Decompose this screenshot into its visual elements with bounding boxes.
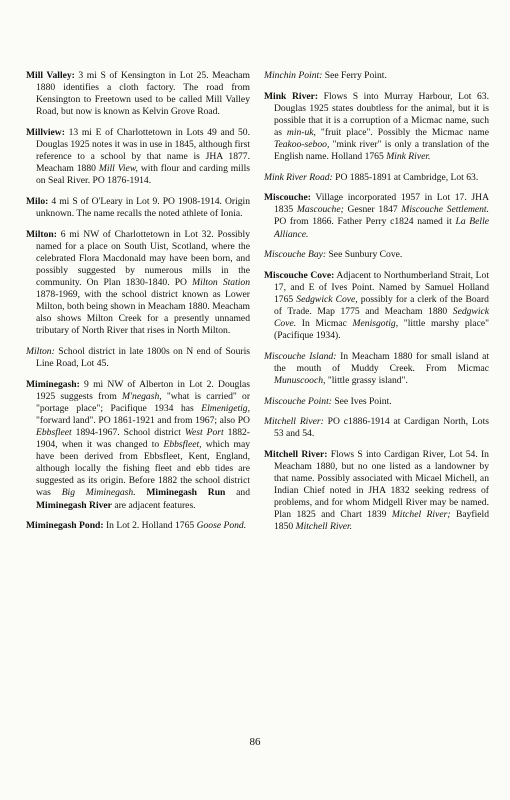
entry-text: with flour and carding mills on Seal River. PO 1876-1914.: [36, 163, 250, 187]
entry-text: See Sunbury Cove.: [326, 249, 403, 261]
entry-headword: Milton:: [26, 345, 55, 357]
entry-headword: Miscouche:: [264, 192, 311, 204]
italic-name: Goose Pond.: [196, 520, 247, 532]
italic-name: Mink River.: [386, 151, 431, 163]
italic-name: West Port: [184, 426, 224, 438]
italic-name: La Belle Alliance.: [274, 216, 489, 240]
entry-headword: Milo:: [26, 195, 49, 207]
entry-headword: Miminegash Pond:: [26, 520, 104, 532]
entry-text: In Micmac: [296, 318, 353, 330]
entry-text: 1878-1969, with the school district known as Lower Milton, both being shown in Meacham 1880. Meacham also shows Milton Creek for a presently unnamed tributary of North River that rises in North Milton.: [36, 289, 250, 337]
entry-mink-river: [264, 91, 489, 164]
entry-text: See Ferry Point.: [322, 70, 387, 81]
entry-millview: [26, 127, 250, 187]
entry-headword: Miscouche Bay:: [264, 249, 327, 261]
entry-headword: Minchin Point:: [264, 70, 323, 81]
entry-text: "little grassy island".: [325, 374, 408, 386]
entry-text: Gesner 1847: [343, 204, 402, 216]
entry-miminegash-pond: [26, 520, 250, 532]
entry-text: In Meacham 1880 for small island at the mouth of Muddy Creek. From Micmac: [274, 350, 489, 374]
entry-text: School district in late 1800s on N end of Souris Line Road, Lot 45.: [36, 345, 250, 369]
entry-headword: Mink River:: [264, 90, 319, 102]
italic-name: Mitchel River;: [391, 509, 451, 521]
italic-name: min-uk,: [286, 126, 316, 138]
entry-text: and: [225, 487, 250, 499]
italic-name: Elmenigetig,: [201, 402, 250, 414]
entry-minchin-point: [264, 70, 489, 82]
right-column: [264, 70, 489, 542]
entry-text: "mink river" is only a translation of the English name. Holland 1765: [274, 138, 489, 163]
entry-headword: Milton:: [26, 228, 57, 240]
entry-miscouche-bay: [264, 249, 489, 261]
entry-text: 6 mi NW of Charlottetown in Lot 32. Possibly named for a place on South Uist, Scotland, where the celebrated Flora Macdonald may have been born, and possibly suggested by numerous mills in the community. On Plan 1830-1840. PO: [36, 228, 250, 288]
entry-text: Adjacent to Northumberland Strait, Lot 17, and E of Ives Point. Named by Samuel Holland 1765: [274, 269, 489, 305]
page-number: 86: [249, 736, 261, 748]
italic-name: Miscouche Settlement.: [401, 204, 489, 216]
entry-text: Bayfield 1850: [274, 509, 490, 533]
italic-name: Big Miminegash.: [61, 487, 136, 499]
entry-miscouche-cove: [264, 270, 489, 343]
entry-text: possibly for a clerk of the Board of Trade. Map 1775 and Meacham 1880: [274, 293, 489, 317]
entry-text: "what is carried" or "portage place"; Pacifique 1934 has: [36, 390, 251, 414]
entry-text: 3 mi S of Kensington in Lot 25. Meacham 1880 identifies a cloth factory. The road from Kensington to Freetown used to be called Mill Valley Road, but now is known as Kelvin Grove Road.: [36, 70, 250, 118]
entry-milton-school: [26, 346, 250, 370]
entry-text: "little marshy place" (Pacifique 1934).: [274, 318, 490, 342]
entry-mink-river-road: [264, 172, 489, 184]
italic-name: Munuscooch,: [274, 374, 326, 386]
entry-text: PO from 1866. Father Perry c1824 named it: [274, 216, 456, 228]
entry-headword: Miscouche Cove:: [264, 269, 335, 281]
entry-text: Village incorporated 1957 in Lot 17. JHA 1835: [274, 192, 489, 216]
entry-text: See Ives Point.: [331, 395, 392, 407]
entry-headword: Millview:: [26, 126, 65, 138]
entry-mitchell-river: [264, 449, 489, 534]
entry-milo: [26, 196, 250, 220]
entry-headword: Miscouche Island:: [264, 350, 337, 362]
entry-text: 13 mi E of Charlottetown in Lots 49 and 50. Douglas 1925 notes it was in use in 1845, although first reference to a school by that name is JHA 1877. Meacham 1880: [36, 126, 250, 175]
entry-milton: [26, 229, 250, 338]
italic-name: Mitchell River.: [295, 521, 353, 533]
italic-name: Ebbsfleet,: [163, 439, 202, 451]
entry-text: Flows S into Murray Harbour, Lot 63. Douglas 1925 states doubtless for the animal, but it is possible that it is a corruption of a Micmac name, such as: [274, 90, 489, 138]
entry-text: 9 mi NW of Alberton in Lot 2. Douglas 1925 suggests from: [36, 378, 250, 402]
entry-text: PO 1885-1891 at Cambridge, Lot 63.: [332, 171, 479, 183]
entry-text: PO c1886-1914 at Cardigan North, Lots 53 and 54.: [274, 416, 489, 440]
italic-name: Mascouche;: [296, 204, 344, 216]
entry-miscouche-point: [264, 396, 489, 408]
entry-miscouche-island: [264, 351, 489, 387]
entry-text: are adjacent features.: [111, 499, 196, 511]
italic-name: Menisgotig,: [352, 318, 399, 330]
entry-text: 1882-1904, when it was changed to: [36, 426, 250, 451]
entry-text: "forward land". PO 1861-1921 and from 1967; also PO: [36, 414, 250, 426]
italic-name: M'negash,: [122, 390, 162, 402]
italic-name: Sedgwick Cove.: [274, 306, 489, 330]
entry-mitchell-river-po: [264, 416, 489, 440]
related-feature-name: Miminegash River: [36, 499, 112, 511]
entry-text: 1894-1967. School district: [71, 426, 185, 438]
entry-headword: Mill Valley:: [26, 70, 75, 81]
entry-text: which may have been derived from Ebbsfleet, Kent, England, although locally the fishing fleet and ebb tides are suggested as its origin. Before 1882 the school district was: [36, 439, 250, 499]
entry-headword: Mitchell River:: [264, 448, 328, 460]
entry-text: In Lot 2. Holland 1765: [103, 520, 197, 532]
entry-headword: Miscouche Point:: [264, 395, 332, 407]
entry-headword: Mink River Road:: [264, 171, 333, 183]
entry-miscouche: [264, 192, 489, 240]
entry-text: 4 mi S of O'Leary in Lot 9. PO 1908-1914. Origin unknown. The name recalls the noted athlete of Ionia.: [36, 195, 250, 219]
entry-text: "fruit place". Possibly the Micmac name: [315, 126, 489, 138]
italic-name: Ebbsfleet: [36, 426, 72, 438]
italic-name: Mill View,: [98, 163, 138, 175]
entry-miminegash: [26, 379, 250, 512]
entry-mill-valley: [26, 70, 250, 118]
entry-text: Flows S into Cardigan River, Lot 54. In Meacham 1880, but no one listed as a landowner by that name. Possibly associated with Micael Michell, an Indian Chief noted in JHA 1832 seeking redress of problems, and for whom Midgell River may be named. Plan 1825 and Chart 1839: [274, 448, 489, 521]
italic-name: Milton Station: [192, 276, 250, 288]
italic-name: Sedgwick Cove,: [296, 293, 358, 305]
italic-name: Teakoo-seboo,: [274, 138, 330, 150]
entry-text: [136, 487, 147, 498]
left-column: [26, 70, 250, 541]
entry-headword: Mitchell River:: [264, 416, 324, 428]
entry-headword: Miminegash:: [26, 378, 80, 390]
related-feature-name: Miminegash Run: [146, 487, 226, 499]
